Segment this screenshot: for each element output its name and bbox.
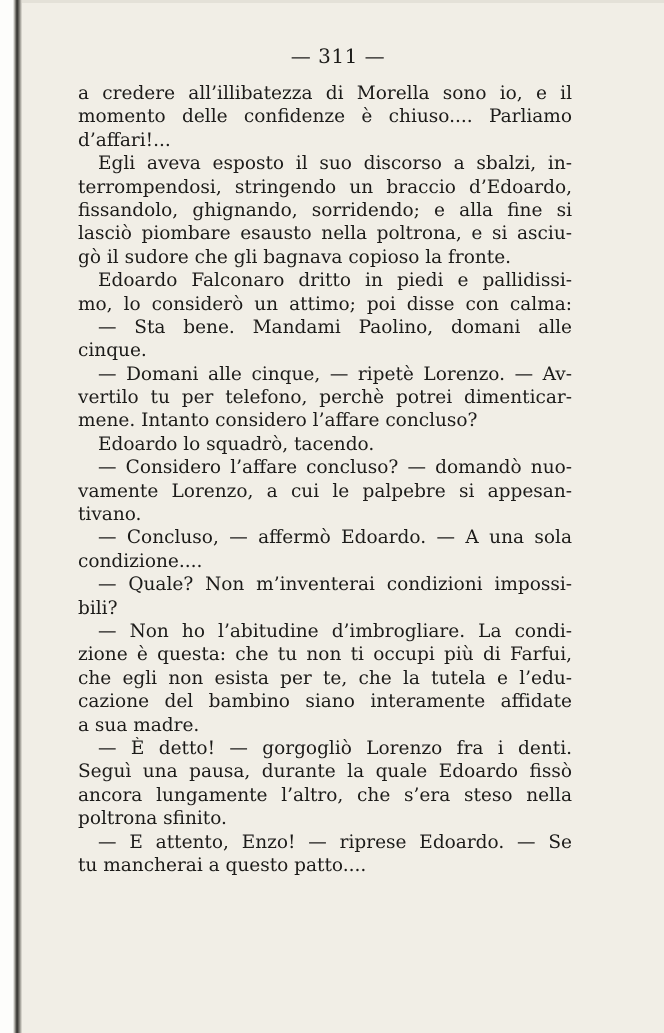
page-top-edge [0,0,664,3]
text-line: cinque. [78,340,147,362]
text-line: — Quale? Non m’inventerai condizioni impossi- [98,574,572,596]
text-line: — Non ho l’abitudine d’imbrogliare. La condi- [98,620,572,642]
text-line: d’affari!... [78,129,171,151]
text-line: lasciò piombare esausto nella poltrona, e si asciu- [78,223,572,245]
body-text [78,82,572,877]
text-line: terrompendosi, stringendo un braccio d’Edoardo, [78,176,572,198]
text-line: — È detto! — gorgogliò Lorenzo fra i denti. [98,737,572,759]
text-line: tivano. [78,504,142,526]
text-line: Edoardo lo squadrò, tacendo. [98,433,375,455]
text-line: a sua madre. [78,714,200,736]
page-number: — 311 — [290,44,386,68]
text-line: Seguì una pausa, durante la quale Edoardo fissò [78,761,572,783]
text-line: mo, lo considerò un attimo; poi disse con calma: [78,293,572,315]
text-line: — Concluso, — affermò Edoardo. — A una sola [98,527,572,549]
text-line: — Sta bene. Mandami Paolino, domani alle [98,316,572,338]
text-line: poltrona sfinito. [78,808,227,830]
text-line: mene. Intanto considero l’affare concluso? [78,410,478,432]
text-line: — Considero l’affare concluso? — domandò nuo- [98,457,572,479]
text-line: cazione del bambino siano interamente affidate [78,691,572,713]
page-binding-edge [0,0,22,1033]
text-line: momento delle confidenze è chiuso.... Parliamo [78,106,572,128]
text-line: a credere all’illibatezza di Morella sono io, e il [78,83,572,104]
text-line: — Domani alle cinque, — ripetè Lorenzo. — Av- [98,363,572,385]
text-line: vamente Lorenzo, a cui le palpebre si appesan- [78,480,572,502]
text-line: Egli aveva esposto il suo discorso a sbalzi, in- [98,153,572,175]
text-line: zione è questa: che tu non ti occupi più di Farfui, [78,644,572,666]
text-line: condizione.... [78,550,203,572]
text-line: vertilo tu per telefono, perchè potrei dimenticar- [78,387,572,409]
text-line: — E attento, Enzo! — riprese Edoardo. — Se [98,831,572,853]
text-line: gò il sudore che gli bagnava copioso la fronte. [78,246,512,268]
text-line: fissandolo, ghignando, sorridendo; e alla fine si [78,199,572,221]
text-line: bili? [78,597,118,619]
text-line: tu mancherai a questo patto.... [78,854,367,876]
text-line: ancora lungamente l’altro, che s’era steso nella [78,784,572,806]
text-line: che egli non esista per te, che la tutela e l’edu- [78,667,572,689]
text-line: Edoardo Falconaro dritto in piedi e pallidissi- [98,270,572,292]
